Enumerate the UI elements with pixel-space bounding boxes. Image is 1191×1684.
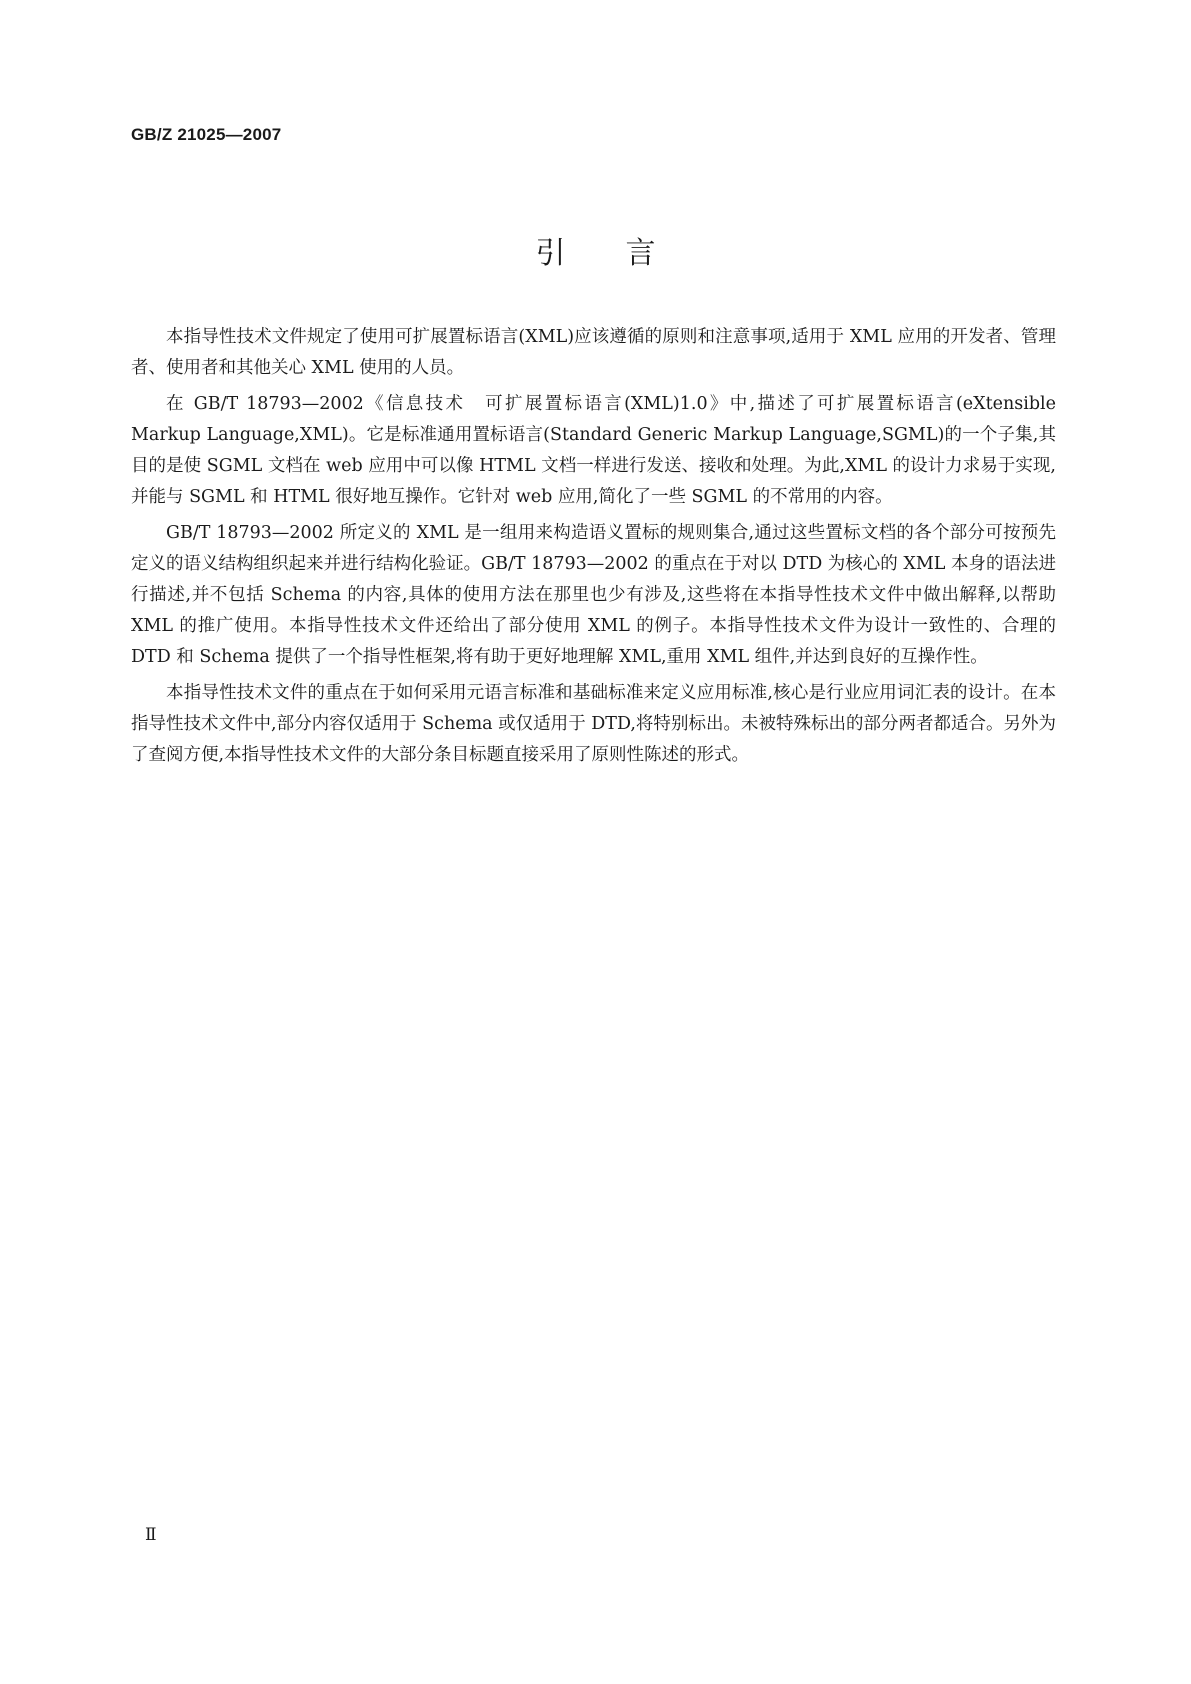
body-text: [131, 322, 1056, 776]
page-number: Ⅱ: [145, 1525, 157, 1545]
paragraph-scope: 本指导性技术文件规定了使用可扩展置标语言(XML)应该遵循的原则和注意事项,适用于 XML 应用的开发者、管理者、使用者和其他关心 XML 使用的人员。: [131, 327, 1056, 378]
standard-number-header: GB/Z 21025—2007: [131, 125, 282, 144]
paragraph-xml-definition: GB/T 18793—2002 所定义的 XML 是一组用来构造语义置标的规则集合,通过这些置标文档的各个部分可按预先定义的语义结构组织起来并进行结构化验证。GB/T 18793—2002 的重点在于对以 DTD 为核心的 XML 本身的语法进行描述,并不包括 Schema 的内容,具体的使用方法在那里也少有涉及,这些将在本指导性技术文件中做出解释,以帮助 XML 的推广使用。本指导性技术文件还给出了部分使用 XML 的例子。本指导性技术文件为设计一致性的、合理的 DTD 和 Schema 提供了一个指导性框架,将有助于更好地理解 XML,重用 XML 组件,并达到良好的互操作性。: [131, 523, 1056, 667]
paragraph-focus: 本指导性技术文件的重点在于如何采用元语言标准和基础标准来定义应用标准,核心是行业应用词汇表的设计。在本指导性技术文件中,部分内容仅适用于 Schema 或仅适用于 DTD,将特别标出。未被特殊标出的部分两者都适合。另外为了查阅方便,本指导性技术文件的大部分条目标题直接采用了原则性陈述的形式。: [131, 683, 1056, 765]
paragraph-xml-background: 在 GB/T 18793—2002《信息技术 可扩展置标语言(XML)1.0》中,描述了可扩展置标语言(eXtensible Markup Language,XML)。它是标准通用置标语言(Standard Generic Markup Language,SGML)的一个子集,其目的是使 SGML 文档在 web 应用中可以像 HTML 文档一样进行发送、接收和处理。为此,XML 的设计力求易于实现,并能与 SGML 和 HTML 很好地互操作。它针对 web 应用,简化了一些 SGML 的不常用的内容。: [131, 394, 1056, 507]
page-title: 引言: [535, 236, 716, 271]
